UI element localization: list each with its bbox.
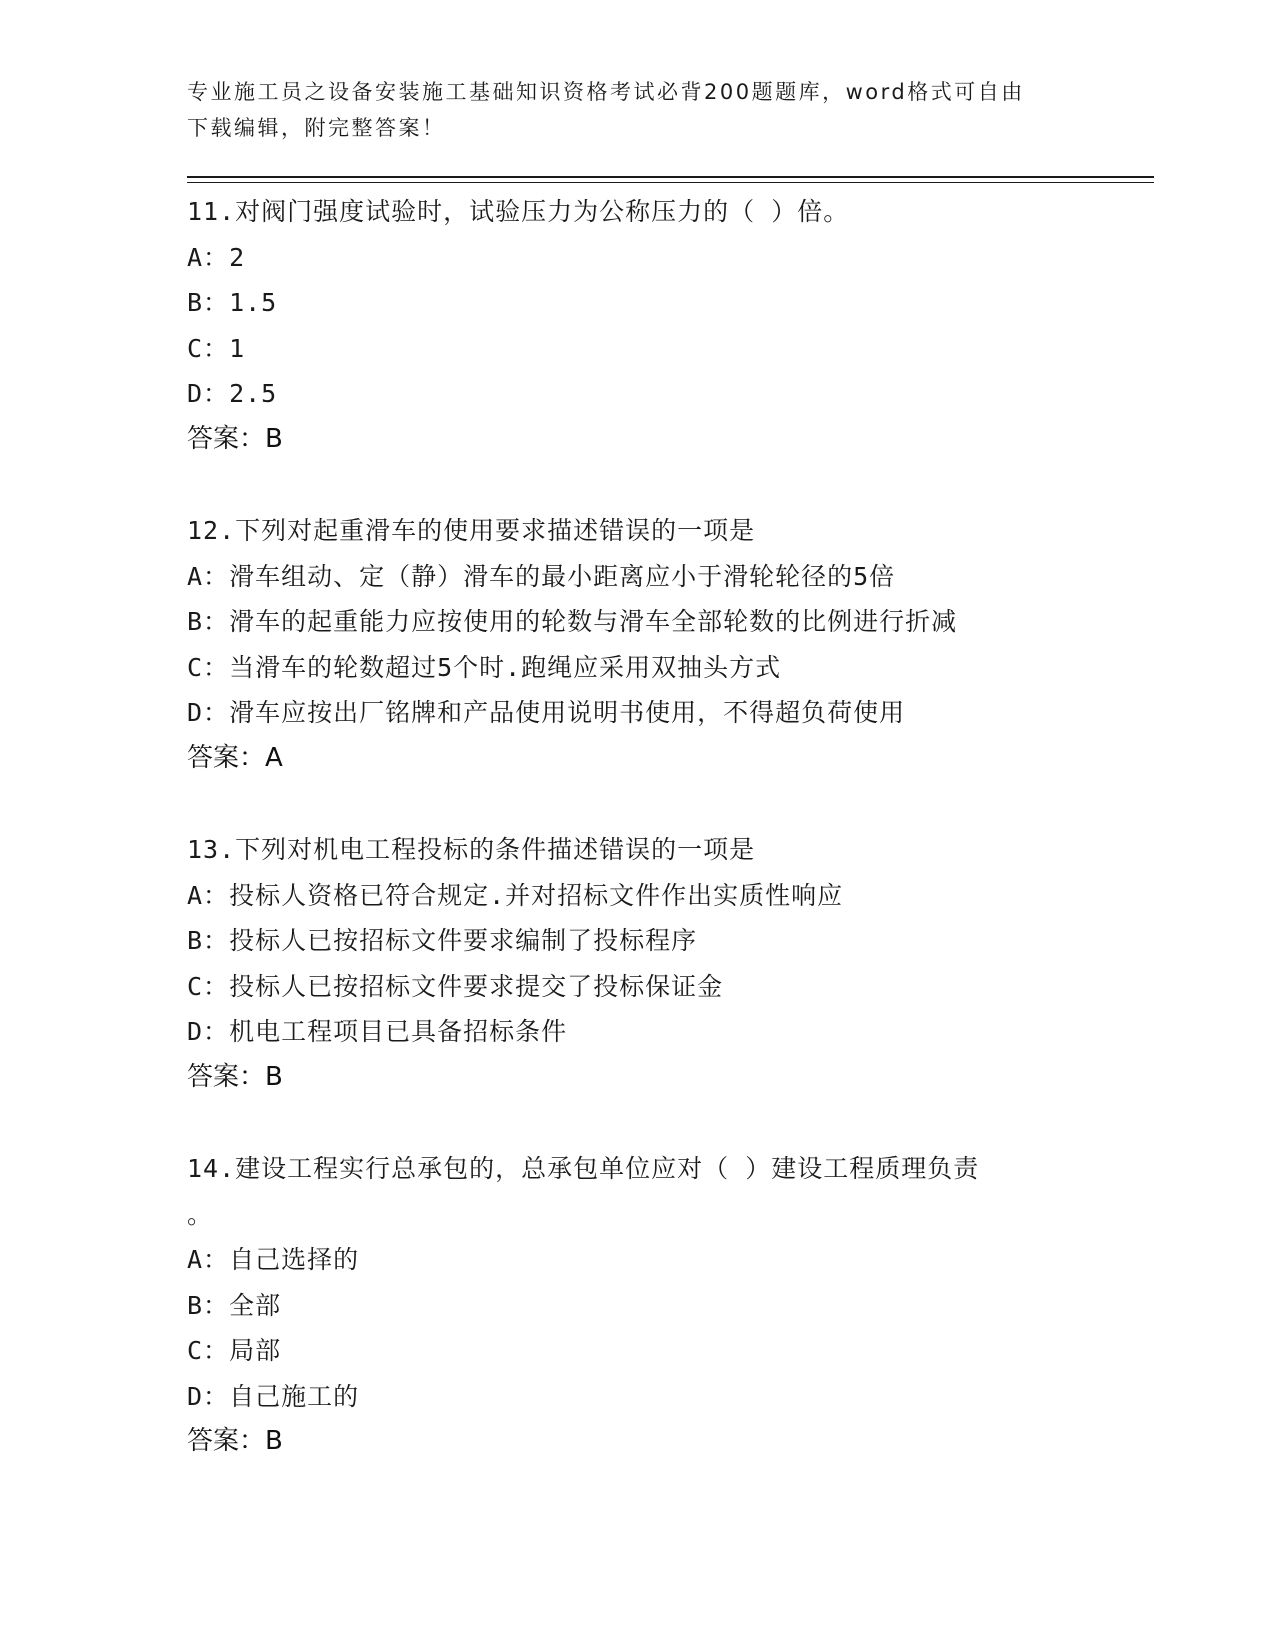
option-d [187,690,1147,736]
question-13 [187,827,1147,1100]
option-a [187,1237,1147,1283]
option-key: D： [187,698,230,727]
option-a [187,235,1147,281]
option-c [187,964,1147,1010]
option-text: 2 [229,242,246,272]
option-b [187,918,1147,964]
option-text: 1 [229,333,246,363]
document-header [187,74,1087,146]
option-b [187,1283,1147,1329]
option-text: 投标人已按招标文件要求提交了投标保证金 [229,971,724,1001]
option-b [187,599,1147,645]
question-stem: 13.下列对机电工程投标的条件描述错误的一项是 [187,835,756,864]
option-c [187,326,1147,372]
header-divider-thin [187,182,1154,183]
option-key: D： [187,379,230,408]
question-11 [187,189,1147,462]
answer-line: 答案：A [187,742,283,773]
question-stem: 14.建设工程实行总承包的，总承包单位应对（ ）建设工程质理负责 [187,1154,980,1183]
option-text: 自己施工的 [229,1381,360,1411]
option-key: C： [187,971,230,1001]
option-key: B： [187,1290,230,1320]
option-text: 滑车组动、定（静）滑车的最小距离应小于滑轮轮径的5倍 [229,561,896,591]
option-key: B： [187,926,230,955]
option-text: 当滑车的轮数超过5个时.跑绳应采用双抽头方式 [229,652,782,682]
answer-line: 答案：B [187,423,283,454]
option-c [187,1328,1147,1374]
option-key: B： [187,607,230,636]
option-key: A： [187,880,230,910]
question-list [187,189,1147,1511]
option-a [187,554,1147,600]
option-b [187,280,1147,326]
header-divider-thick [187,176,1154,178]
question-12 [187,508,1147,781]
option-key: C： [187,1336,230,1365]
option-text: 投标人资格已符合规定.并对招标文件作出实质性响应 [229,880,844,910]
option-key: A： [187,561,230,591]
question-stem: 11.对阀门强度试验时，试验压力为公称压力的（ ）倍。 [187,197,850,226]
answer-line: 答案：B [187,1061,283,1092]
option-a [187,873,1147,919]
option-text: 滑车应按出厂铭牌和产品使用说明书使用，不得超负荷使用 [229,698,906,727]
header-line-2: 下载编辑，附完整答案！ [187,116,446,140]
option-key: C： [187,652,230,682]
option-text: 投标人已按招标文件要求编制了投标程序 [229,926,698,955]
option-key: C： [187,333,230,363]
option-key: D： [187,1381,230,1411]
option-d [187,1374,1147,1420]
option-key: A： [187,242,230,272]
option-text: 自己选择的 [229,1245,360,1274]
option-text: 1.5 [229,288,278,317]
question-14 [187,1146,1147,1465]
option-text: 2.5 [229,379,278,408]
answer-line: 答案：B [187,1426,283,1456]
question-stem: 12.下列对起重滑车的使用要求描述错误的一项是 [187,516,756,545]
option-text: 局部 [229,1336,282,1365]
header-line-1: 专业施工员之设备安装施工基础知识资格考试必背200题题库，word格式可自由 [187,80,1025,104]
option-c [187,645,1147,691]
option-d [187,371,1147,417]
option-text: 机电工程项目已具备招标条件 [229,1017,568,1046]
option-text: 全部 [229,1290,282,1320]
option-key: A： [187,1245,230,1274]
question-stem-continuation: 。 [187,1199,213,1229]
option-key: D： [187,1017,230,1046]
option-d [187,1009,1147,1055]
option-text: 滑车的起重能力应按使用的轮数与滑车全部轮数的比例进行折减 [229,607,958,636]
option-key: B： [187,288,230,317]
